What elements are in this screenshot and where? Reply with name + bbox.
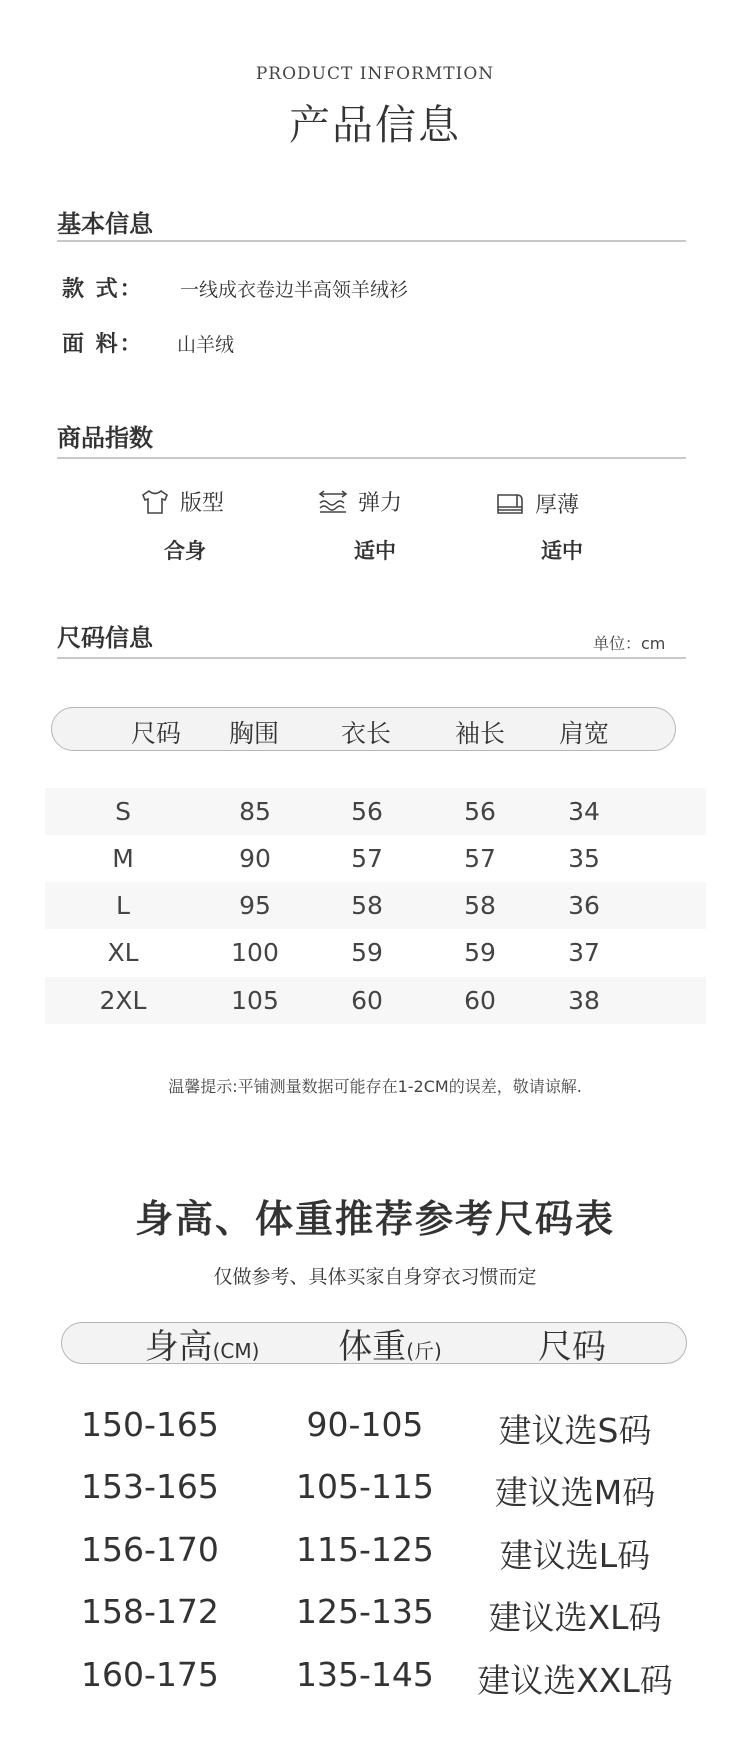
recommend-subtitle: 仅做参考、具体买家自身穿衣习惯而定 bbox=[213, 1266, 537, 1288]
size-table-header bbox=[51, 707, 676, 751]
header-height bbox=[102, 1319, 302, 1368]
table-cell: 60 bbox=[351, 986, 383, 1015]
section-divider bbox=[57, 657, 686, 659]
rec-height: 158-172 bbox=[81, 1592, 219, 1631]
thickness-icon bbox=[495, 491, 525, 517]
table-cell: 2XL bbox=[99, 986, 147, 1015]
header-size-rec: 尺码 bbox=[538, 1327, 606, 1367]
table-cell: 37 bbox=[568, 938, 600, 967]
table-cell: 34 bbox=[568, 797, 600, 826]
table-cell: 57 bbox=[351, 844, 383, 873]
header-shoulder: 肩宽 bbox=[558, 719, 609, 748]
style-label: 款 式： bbox=[62, 277, 144, 302]
english-title: PRODUCT INFORMTION bbox=[255, 64, 495, 84]
section-title-basic: 基本信息 bbox=[57, 210, 153, 238]
table-cell: 100 bbox=[231, 938, 279, 967]
header-size: 尺码 bbox=[130, 719, 181, 748]
header-chest: 胸围 bbox=[228, 719, 279, 748]
rec-height: 156-170 bbox=[81, 1530, 219, 1569]
table-cell: 85 bbox=[239, 797, 271, 826]
index-label-fit: 版型 bbox=[180, 491, 225, 516]
table-cell: 56 bbox=[351, 797, 383, 826]
table-cell: 59 bbox=[351, 938, 383, 967]
index-value-elastic: 适中 bbox=[354, 539, 396, 563]
table-cell: 38 bbox=[568, 986, 600, 1015]
recommend-table-header bbox=[61, 1322, 687, 1367]
table-cell: 58 bbox=[351, 891, 383, 920]
header-height-unit: (CM) bbox=[212, 1339, 260, 1363]
header-weight bbox=[310, 1319, 470, 1368]
table-cell: 60 bbox=[464, 986, 496, 1015]
table-cell: M bbox=[112, 844, 134, 873]
fabric-label: 面 料： bbox=[62, 332, 144, 357]
table-cell: S bbox=[115, 797, 131, 826]
index-item-elastic bbox=[318, 486, 402, 517]
table-cell: 56 bbox=[464, 797, 496, 826]
rec-height: 160-175 bbox=[81, 1655, 219, 1694]
section-divider bbox=[57, 457, 686, 459]
tshirt-icon bbox=[140, 489, 170, 515]
header-sleeve: 袖长 bbox=[454, 719, 505, 748]
rec-size: 建议选M码 bbox=[494, 1473, 656, 1512]
rec-size: 建议选XXL码 bbox=[477, 1661, 673, 1700]
table-cell: 105 bbox=[231, 986, 279, 1015]
rec-height: 153-165 bbox=[81, 1467, 219, 1506]
rec-weight: 105-115 bbox=[296, 1467, 434, 1506]
table-cell: XL bbox=[107, 938, 139, 967]
rec-size: 建议选S码 bbox=[498, 1411, 652, 1450]
index-item-fit bbox=[140, 486, 224, 517]
rec-size: 建议选XL码 bbox=[488, 1598, 662, 1637]
header-weight-unit: (斤) bbox=[406, 1339, 442, 1363]
rec-weight: 135-145 bbox=[296, 1655, 434, 1694]
header-height-label: 身高 bbox=[144, 1327, 213, 1367]
fabric-value: 山羊绒 bbox=[177, 334, 235, 356]
unit-label: 单位：cm bbox=[593, 634, 666, 653]
rec-weight: 115-125 bbox=[296, 1530, 434, 1569]
rec-weight: 125-135 bbox=[296, 1592, 434, 1631]
style-value: 一线成衣卷边半高领羊绒衫 bbox=[180, 279, 409, 301]
table-cell: 35 bbox=[568, 844, 600, 873]
rec-weight: 90-105 bbox=[306, 1405, 424, 1444]
measurement-tip: 温馨提示:平铺测量数据可能存在1-2CM的误差，敬请谅解. bbox=[168, 1077, 582, 1096]
section-divider bbox=[57, 240, 686, 242]
header-weight-label: 体重 bbox=[338, 1327, 407, 1367]
index-label-elastic: 弹力 bbox=[358, 491, 403, 516]
index-value-fit: 合身 bbox=[164, 539, 206, 563]
section-title-size: 尺码信息 bbox=[57, 624, 153, 652]
rec-size: 建议选L码 bbox=[499, 1536, 651, 1575]
table-cell: 58 bbox=[464, 891, 496, 920]
table-cell: 59 bbox=[464, 938, 496, 967]
rec-height: 150-165 bbox=[81, 1405, 219, 1444]
index-value-thickness: 适中 bbox=[541, 539, 583, 563]
stretch-icon bbox=[318, 489, 348, 515]
section-title-index: 商品指数 bbox=[57, 424, 153, 452]
header-length: 衣长 bbox=[340, 719, 391, 748]
table-cell: L bbox=[116, 891, 130, 920]
table-cell: 57 bbox=[464, 844, 496, 873]
table-cell: 95 bbox=[239, 891, 271, 920]
index-label-thickness: 厚薄 bbox=[535, 493, 580, 518]
table-cell: 90 bbox=[239, 844, 271, 873]
table-cell: 36 bbox=[568, 891, 600, 920]
index-item-thickness bbox=[495, 488, 579, 519]
recommend-title: 身高、体重推荐参考尺码表 bbox=[134, 1197, 615, 1241]
page-title: 产品信息 bbox=[289, 101, 461, 149]
